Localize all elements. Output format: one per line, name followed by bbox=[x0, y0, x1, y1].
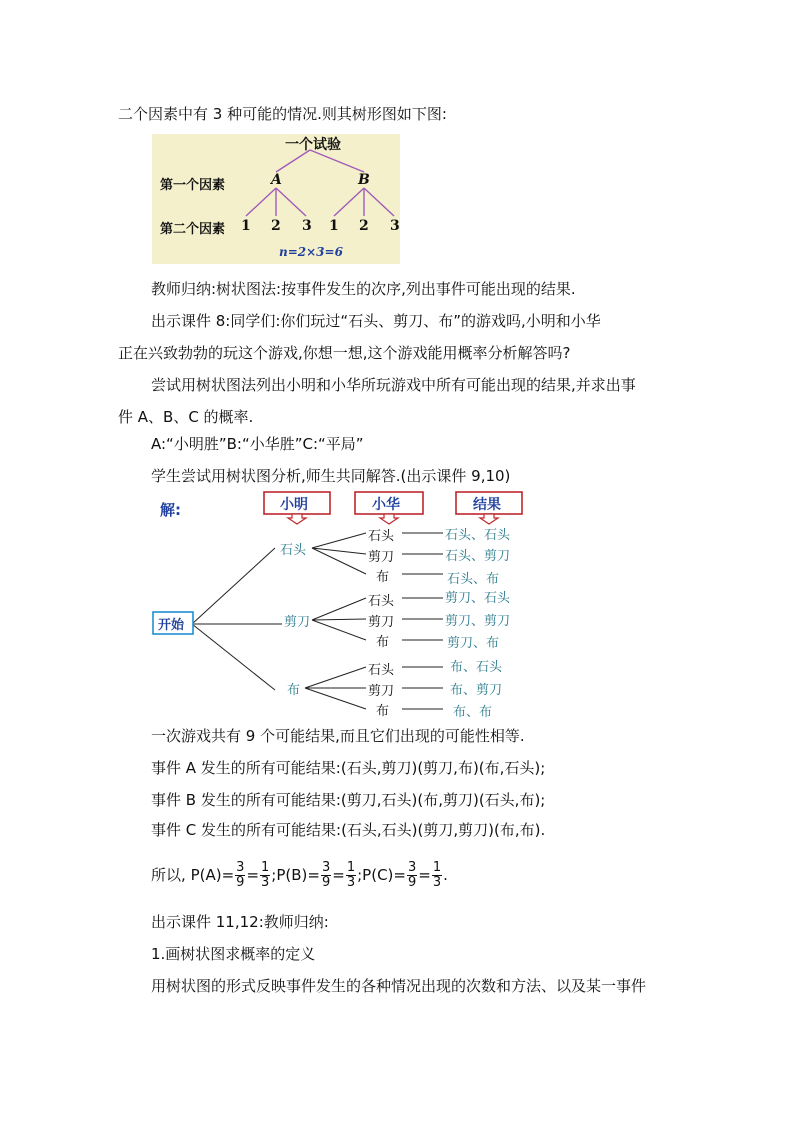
leaf-node: 1 bbox=[241, 218, 251, 234]
xiaohua-choice: 剪刀 bbox=[368, 684, 395, 699]
denominator: 3 bbox=[346, 875, 356, 890]
event-definitions: A:“小明胜”B:“小华胜”C:“平局” bbox=[151, 435, 364, 453]
tree-edge bbox=[312, 598, 366, 620]
result-pair: 石头、石头 bbox=[445, 528, 511, 543]
result-pair: 布、石头 bbox=[450, 660, 503, 675]
denominator: 9 bbox=[407, 875, 417, 890]
tree-edge bbox=[334, 188, 364, 216]
pb-label: P(B)= bbox=[276, 866, 320, 884]
node-a: A bbox=[271, 172, 282, 188]
factor-tree-diagram bbox=[152, 134, 400, 264]
xiaohua-choice: 石头 bbox=[368, 529, 395, 544]
node-b: B bbox=[358, 172, 370, 188]
tree-edge bbox=[312, 548, 366, 554]
xiaoming-choice: 布 bbox=[287, 683, 301, 698]
outcome-count-formula: n=2×3=6 bbox=[279, 245, 343, 259]
denominator: 3 bbox=[432, 875, 442, 890]
solution-label: 解: bbox=[160, 501, 181, 519]
outcome-total: 一次游戏共有 9 个可能结果,而且它们出现的可能性相等. bbox=[151, 727, 525, 745]
denominator: 9 bbox=[321, 875, 331, 890]
event-a-outcomes: 事件 A 发生的所有可能结果:(石头,剪刀)(剪刀,布)(布,石头); bbox=[151, 759, 546, 777]
xiaohua-choice: 布 bbox=[376, 570, 390, 585]
numerator: 1 bbox=[432, 860, 442, 875]
result-pair: 剪刀、石头 bbox=[445, 591, 511, 606]
tree-edge bbox=[312, 619, 366, 620]
fraction bbox=[235, 861, 245, 890]
tree-edge bbox=[192, 548, 275, 624]
fraction bbox=[432, 861, 442, 890]
result-pair: 剪刀、布 bbox=[447, 636, 500, 651]
down-arrow bbox=[288, 514, 306, 524]
down-arrow bbox=[480, 514, 498, 524]
xiaohua-choice: 剪刀 bbox=[368, 615, 395, 630]
section-heading: 1.画树状图求概率的定义 bbox=[151, 945, 316, 963]
leaf-node: 3 bbox=[390, 218, 400, 234]
event-c-outcomes: 事件 C 发生的所有可能结果:(石头,石头)(剪刀,剪刀)(布,布). bbox=[151, 821, 546, 839]
period: . bbox=[443, 866, 448, 884]
result-pair: 布、布 bbox=[453, 705, 493, 720]
xiaohua-choice: 石头 bbox=[368, 663, 395, 678]
start-node: 开始 bbox=[158, 618, 185, 633]
student-attempt: 学生尝试用树状图分析,师生共同解答.(出示课件 9,10) bbox=[151, 467, 511, 485]
slide-11-12-intro: 出示课件 11,12:教师归纳: bbox=[151, 913, 329, 931]
probability-results bbox=[151, 858, 448, 892]
definition-text: 用树状图的形式反映事件发生的各种情况出现的次数和方法、以及某一事件 bbox=[151, 977, 647, 995]
leaf-node: 1 bbox=[329, 218, 339, 234]
numerator: 1 bbox=[261, 860, 270, 875]
task-line-1: 尝试用树状图法列出小明和小华所玩游戏中所有可能出现的结果,并求出事 bbox=[151, 376, 636, 394]
numerator: 1 bbox=[346, 860, 356, 875]
tree-edge bbox=[312, 548, 366, 574]
tree-edge bbox=[276, 188, 306, 216]
xiaohua-choice: 布 bbox=[376, 635, 390, 650]
numerator: 3 bbox=[236, 860, 245, 875]
task-line-2: 件 A、B、C 的概率. bbox=[118, 408, 254, 426]
tree-edge bbox=[246, 188, 276, 216]
xiaoming-choice: 剪刀 bbox=[284, 615, 311, 630]
event-b-outcomes: 事件 B 发生的所有可能结果:(剪刀,石头)(布,剪刀)(石头,布); bbox=[151, 791, 546, 809]
fraction bbox=[321, 861, 331, 890]
tree-edge bbox=[305, 667, 366, 688]
numerator: 3 bbox=[407, 860, 417, 875]
tree-edge bbox=[192, 624, 275, 690]
fraction bbox=[346, 861, 356, 890]
result-pair: 石头、布 bbox=[447, 572, 500, 587]
header-result: 结果 bbox=[473, 497, 501, 513]
separator: ; bbox=[271, 866, 277, 884]
down-arrow bbox=[380, 514, 398, 524]
pa-label: P(A)= bbox=[190, 866, 235, 884]
header-xiaoming: 小明 bbox=[280, 497, 308, 513]
second-factor-label: 第二个因素 bbox=[160, 222, 226, 237]
rps-tree-diagram bbox=[140, 488, 560, 723]
result-pair: 剪刀、剪刀 bbox=[445, 614, 511, 629]
xiaohua-choice: 石头 bbox=[368, 594, 395, 609]
denominator: 3 bbox=[261, 875, 270, 890]
fraction bbox=[260, 861, 270, 890]
separator: ; bbox=[357, 866, 363, 884]
tree-root-label: 一个试验 bbox=[285, 137, 341, 153]
tree-edge bbox=[312, 620, 366, 640]
tree-edge bbox=[305, 688, 366, 709]
first-factor-label: 第一个因素 bbox=[160, 178, 226, 193]
equals-sign: = bbox=[418, 866, 431, 884]
leaf-node: 2 bbox=[359, 218, 369, 234]
result-pair: 布、剪刀 bbox=[450, 683, 503, 698]
denominator: 9 bbox=[236, 875, 245, 890]
pc-label: P(C)= bbox=[362, 866, 406, 884]
leaf-node: 3 bbox=[302, 218, 312, 234]
header-xiaohua: 小华 bbox=[372, 497, 400, 513]
paragraph-intro: 二个因素中有 3 种可能的情况.则其树形图如下图: bbox=[118, 105, 447, 123]
numerator: 3 bbox=[321, 860, 331, 875]
xiaohua-choice: 剪刀 bbox=[368, 550, 395, 565]
factor-tree-lines bbox=[152, 134, 400, 264]
equals-sign: = bbox=[332, 866, 345, 884]
xiaoming-choice: 石头 bbox=[280, 543, 307, 558]
result-pair: 石头、剪刀 bbox=[445, 549, 511, 564]
tree-edge bbox=[364, 188, 394, 216]
slide-8-question: 正在兴致勃勃的玩这个游戏,你想一想,这个游戏能用概率分析解答吗? bbox=[118, 344, 571, 362]
tree-edge bbox=[312, 533, 366, 548]
slide-8-intro: 出示课件 8:同学们:你们玩过“石头、剪刀、布”的游戏吗,小明和小华 bbox=[151, 312, 601, 330]
so-prefix: 所以, bbox=[151, 866, 186, 884]
xiaohua-choice: 布 bbox=[376, 704, 390, 719]
equals-sign: = bbox=[246, 866, 260, 884]
leaf-node: 2 bbox=[271, 218, 281, 234]
teacher-summary: 教师归纳:树状图法:按事件发生的次序,列出事件可能出现的结果. bbox=[151, 280, 576, 298]
fraction bbox=[407, 861, 417, 890]
